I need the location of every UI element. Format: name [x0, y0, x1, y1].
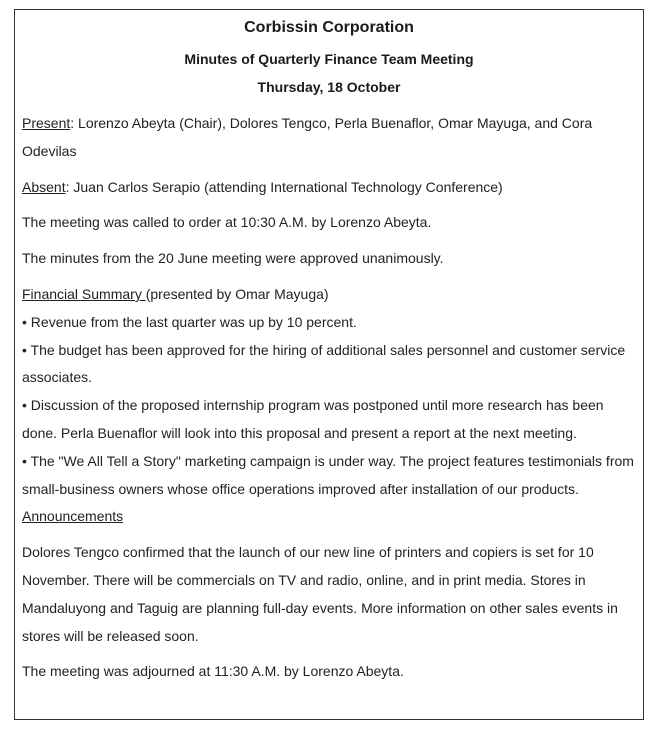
absent-text: : Juan Carlos Serapio (attending International Technology Conference) [65, 178, 503, 195]
present-label: Present [22, 115, 71, 131]
financial-summary-label: Financial Summary [22, 285, 146, 302]
present-paragraph [22, 110, 637, 166]
list-item: • The "We All Tell a Story" marketing campaign is under way. The project features testimonials from small-business owners whose office operations improved after installation of our products. [22, 452, 634, 497]
document-subtitle: Minutes of Quarterly Finance Team Meeting [184, 51, 474, 67]
absent-label: Absent [22, 178, 66, 195]
list-item: • The budget has been approved for the hiring of additional sales personnel and customer service associates. [22, 341, 626, 386]
minutes-approved: The minutes from the 20 June meeting were approved unanimously. [22, 250, 444, 267]
company-name: Corbissin Corporation [244, 19, 414, 36]
present-text: : Lorenzo Abeyta (Chair), Dolores Tengco, Perla Buenaflor, Omar Mayuga, and Cora Odevilas [22, 115, 593, 159]
list-item: • Revenue from the last quarter was up by 10 percent. [22, 313, 357, 330]
announcements-heading: Announcements [22, 508, 124, 525]
meeting-date: Thursday, 18 October [257, 79, 401, 95]
financial-summary-heading [22, 281, 637, 309]
announcements-text: Dolores Tengco confirmed that the launch of our new line of printers and copiers is set for 10 November. There will be commercials on TV and radio, online, and in print media. Stores in Mandaluyong and Taguig are planning full-day events. More information on other sales events in stores will be released soon. [22, 544, 618, 644]
adjourned-text: The meeting was adjourned at 11:30 A.M. by Lorenzo Abeyta. [22, 663, 404, 680]
financial-summary-section [22, 281, 637, 531]
financial-summary-presenter: (presented by Omar Mayuga) [145, 285, 329, 302]
minutes-document [14, 9, 644, 720]
absent-paragraph [22, 174, 637, 202]
call-to-order: The meeting was called to order at 10:30 A.M. by Lorenzo Abeyta. [22, 214, 432, 231]
list-item: • Discussion of the proposed internship program was postponed until more research has been done. Perla Buenaflor will look into this proposal and present a report at the next meeting. [22, 397, 604, 441]
minutes-body [22, 110, 637, 694]
